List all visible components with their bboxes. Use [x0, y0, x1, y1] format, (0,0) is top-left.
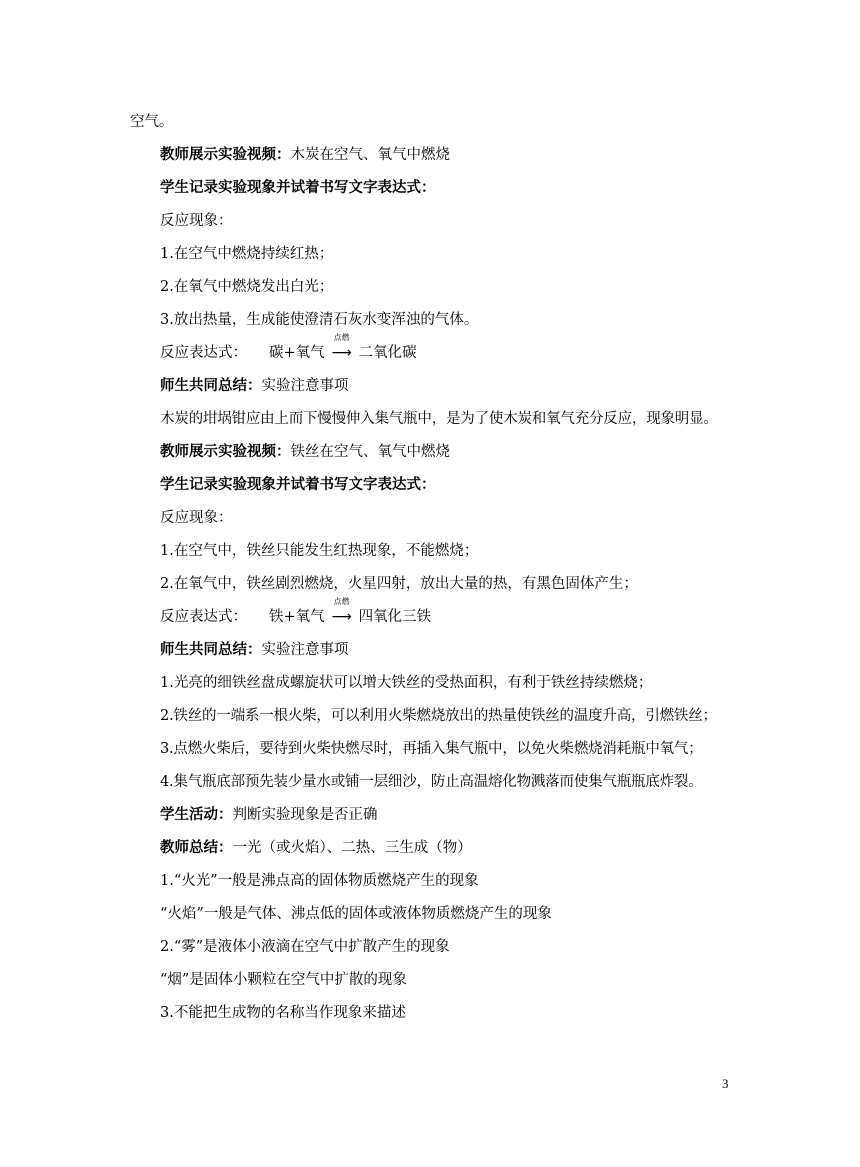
paragraph-line-19: 2.铁丝的一端系一根火柴，可以利用火柴燃烧放出的热量使铁丝的温度升高，引燃铁丝；	[160, 708, 717, 724]
paragraph-line-01: 空气。	[130, 114, 174, 130]
equation-label: 反应表达式：	[160, 609, 247, 625]
paragraph-line-26: 2.“雾”是液体小液滴在空气中扩散产生的现象	[160, 939, 450, 955]
paragraph-line-07: 3.放出热量，生成能使澄清石灰水变浑浊的气体。	[160, 312, 479, 328]
bold-label: 师生共同总结：	[160, 641, 262, 658]
paragraph-line-03	[160, 178, 436, 198]
paragraph-line-21: 4.集气瓶底部预先装少量水或铺一层细沙，防止高温熔化物溅落而使集气瓶瓶底炸裂。	[160, 774, 703, 790]
bold-label: 教师展示实验视频：	[160, 443, 291, 460]
paragraph-line-02: 教师展示实验视频：木炭在空气、氧气中燃烧	[160, 146, 450, 163]
equation-product: 二氧化碳	[358, 345, 417, 361]
paragraph-line-28: 3.不能把生成物的名称当作现象来描述	[160, 1005, 406, 1021]
paragraph-line-25: “火焰”一般是气体、沸点低的固体或液体物质燃烧产生的现象	[160, 906, 552, 922]
paragraph-line-11: 教师展示实验视频：铁丝在空气、氧气中燃烧	[160, 443, 450, 460]
paragraph-line-06: 2.在氧气中燃烧发出白光；	[160, 279, 334, 295]
reaction-condition: 点燃	[333, 333, 350, 342]
reaction-arrow	[331, 333, 353, 363]
equation-product: 四氧化三铁	[358, 609, 432, 625]
paragraph-line-15: 2.在氧气中，铁丝剧烈燃烧，火星四射，放出大量的热，有黑色固体产生；	[160, 576, 638, 592]
reaction-arrow	[331, 597, 353, 627]
paragraph-line-24: 1.“火光”一般是沸点高的固体物质燃烧产生的现象	[160, 873, 479, 889]
paragraph-line-22: 学生活动：判断实验现象是否正确	[160, 806, 378, 823]
equation-label: 反应表达式：	[160, 345, 247, 361]
bold-label: 学生活动：	[160, 806, 233, 823]
paragraph-line-14: 1.在空气中，铁丝只能发生红热现象，不能燃烧；	[160, 543, 479, 559]
page-number: 3	[722, 1076, 729, 1091]
paragraph-line-04: 反应现象：	[160, 213, 233, 229]
arrow-icon: ⟶	[331, 609, 352, 625]
equation-reactants: 铁+氧气	[269, 609, 325, 625]
paragraph-line-09: 师生共同总结：实验注意事项	[160, 377, 349, 394]
paragraph-line-18: 1.光亮的细铁丝盘成螺旋状可以增大铁丝的受热面积，有利于铁丝持续燃烧；	[160, 675, 653, 691]
bold-label: 学生记录实验现象并试着书写文字表达式：	[160, 476, 436, 493]
paragraph-line-23: 教师总结：一光（或火焰）、二热、三生成（物）	[160, 839, 472, 856]
paragraph-line-27: “烟”是固体小颗粒在空气中扩散的现象	[160, 972, 407, 988]
equation-reactants: 碳+氧气	[269, 345, 325, 361]
paragraph-line-12	[160, 475, 436, 495]
bold-label: 教师展示实验视频：	[160, 146, 291, 163]
word-equation-carbon	[160, 333, 417, 363]
paragraph-line-13: 反应现象：	[160, 510, 233, 526]
paragraph-line-05: 1.在空气中燃烧持续红热；	[160, 246, 334, 262]
bold-label: 教师总结：	[160, 839, 233, 856]
arrow-icon: ⟶	[331, 345, 352, 361]
paragraph-line-20: 3.点燃火柴后，要待到火柴快燃尽时，再插入集气瓶中，以免火柴燃烧消耗瓶中氧气；	[160, 741, 703, 757]
paragraph-line-10: 木炭的坩埚钳应由上而下慢慢伸入集气瓶中，是为了使木炭和氧气充分反应，现象明显。	[160, 411, 718, 427]
reaction-condition: 点燃	[333, 597, 350, 606]
word-equation-iron	[160, 597, 432, 627]
bold-label: 师生共同总结：	[160, 377, 262, 394]
bold-label: 学生记录实验现象并试着书写文字表达式：	[160, 179, 436, 196]
paragraph-line-17: 师生共同总结：实验注意事项	[160, 641, 349, 658]
